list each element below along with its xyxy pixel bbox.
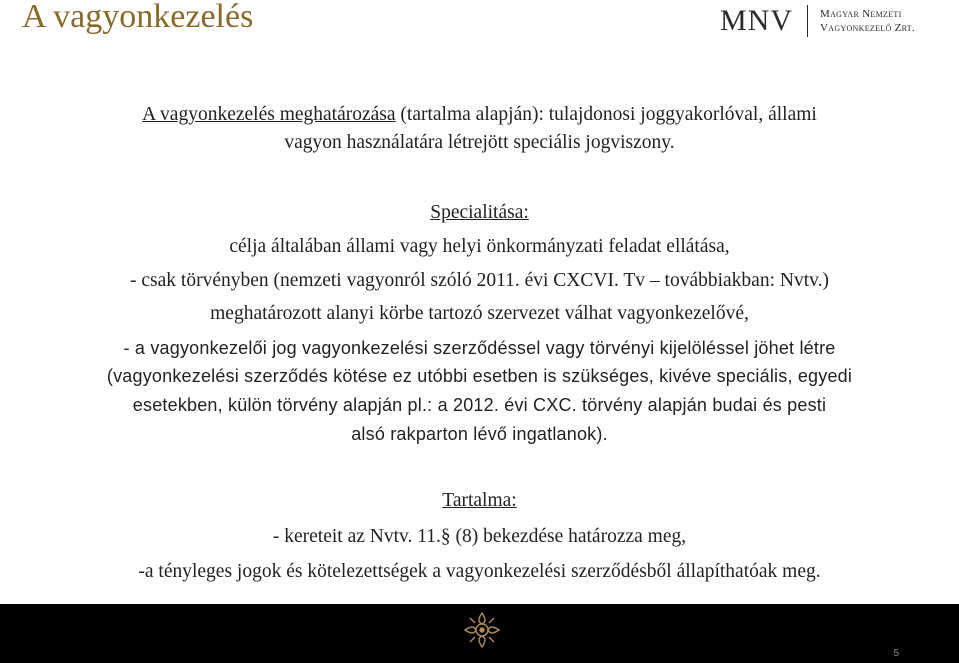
logo-line-2: Vagyonkezelő Zrt. bbox=[820, 22, 915, 34]
contents-heading bbox=[0, 490, 959, 512]
mnv-logo bbox=[720, 4, 915, 38]
page-title: A vagyonkezelés bbox=[22, 0, 254, 35]
specialty-line: célja általában állami vagy helyi önkormányzati feladat ellátása, bbox=[229, 236, 730, 257]
specialty-line: alsó rakparton lévő ingatlanok). bbox=[351, 424, 608, 444]
contents-heading-text: Tartalma: bbox=[442, 490, 517, 511]
specialty-heading-text: Specialitása: bbox=[430, 202, 529, 223]
definition-rest: (tartalma alapján): tulajdonosi joggyakorlóval, állami bbox=[395, 104, 817, 125]
specialty-line: meghatározott alanyi körbe tartozó szervezet válhat vagyonkezelővé, bbox=[210, 303, 749, 324]
specialty-line: - csak törvényben (nemzeti vagyonról szóló 2011. évi CXCVI. Tv – továbbiakban: Nvtv.) bbox=[130, 270, 829, 291]
page-number: 5 bbox=[893, 648, 899, 659]
contents-line: -a tényleges jogok és kötelezettségek a vagyonkezelési szerződésből állapíthatóak meg. bbox=[138, 561, 821, 582]
specialty-line: (vagyonkezelési szerződés kötése ez utóbbi esetben is szükséges, kivéve speciális, egyedi bbox=[106, 366, 853, 386]
logo-mark: MNV bbox=[719, 4, 793, 37]
definition-term: A vagyonkezelés meghatározása bbox=[142, 104, 396, 125]
specialty-line: - a vagyonkezelői jog vagyonkezelési szerződéssel vagy törvényi kijelöléssel jöhet létre bbox=[123, 338, 836, 358]
contents-line: - kereteit az Nvtv. 11.§ (8) bekezdése határozza meg, bbox=[272, 526, 687, 547]
definition-line-2: vagyon használatára létrejött speciális jogviszony. bbox=[284, 132, 675, 153]
logo-divider bbox=[807, 5, 808, 37]
logo-line-1: Magyar Nemzeti bbox=[820, 8, 902, 20]
definition-line-1 bbox=[0, 104, 959, 126]
ornament-icon bbox=[462, 610, 502, 650]
specialty-line: esetekben, külön törvény alapján pl.: a 2012. évi CXC. törvény alapján budai és pesti bbox=[132, 395, 827, 415]
logo-subtitle bbox=[820, 7, 915, 35]
specialty-heading bbox=[0, 202, 959, 224]
